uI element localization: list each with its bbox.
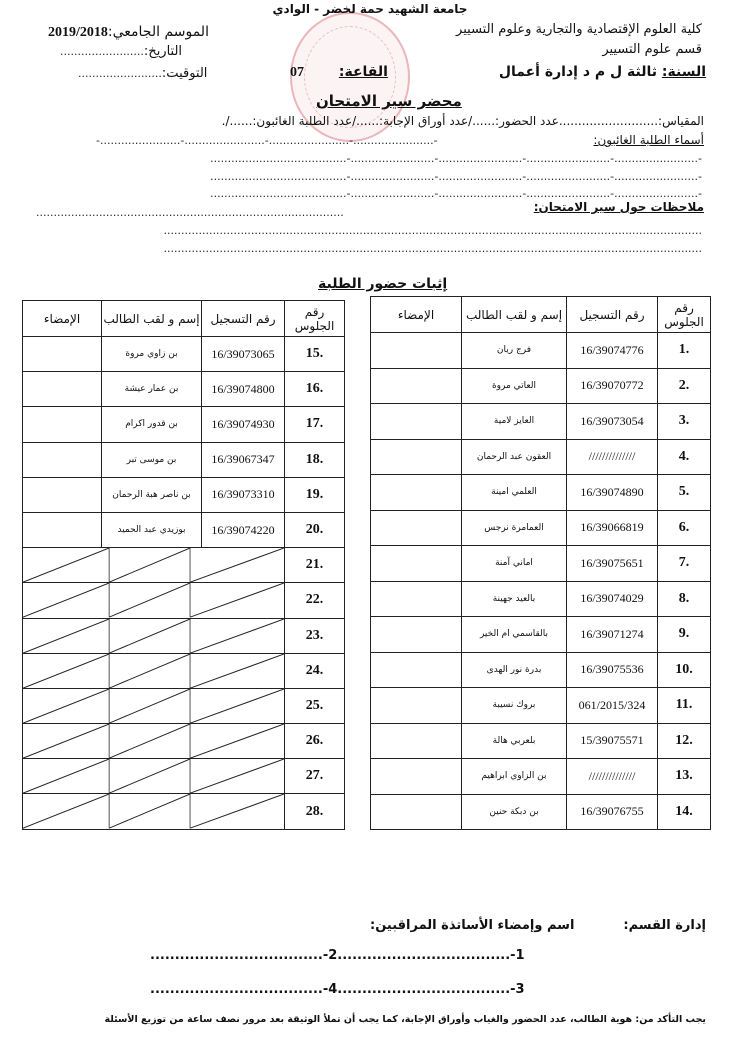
- seat-number: 11.: [658, 688, 711, 724]
- registration-number: 16/39074029: [567, 581, 658, 617]
- student-name: فرج ريان: [462, 333, 567, 369]
- absent-dots-3: -........................-........................-........................-........................-.......................................: [210, 170, 702, 183]
- table-row: [23, 618, 345, 653]
- seat-number: 14.: [658, 794, 711, 830]
- table-row: [23, 477, 345, 512]
- seat-number: 5.: [658, 475, 711, 511]
- crossed-out-cell: [23, 583, 285, 618]
- seat-number: 24.: [285, 653, 345, 688]
- seat-number: 19.: [285, 477, 345, 512]
- table-row: [371, 759, 711, 795]
- registration-number: 16/39075536: [567, 652, 658, 688]
- seat-header: رقم الجلوس: [658, 297, 711, 333]
- registration-number: 16/39074220: [202, 512, 285, 547]
- signature-cell[interactable]: [23, 442, 102, 477]
- signature-cell[interactable]: [371, 368, 462, 404]
- seat-number: 16.: [285, 372, 345, 407]
- registration-number: 16/39075651: [567, 546, 658, 582]
- crossed-out-cell: [23, 653, 285, 688]
- signature-cell[interactable]: [371, 581, 462, 617]
- table-row: [371, 439, 711, 475]
- notes-dots-2: ..........................................................................................................................................................: [163, 224, 702, 237]
- student-name: العمامرة نرجس: [462, 510, 567, 546]
- level-label: السنة:: [661, 64, 706, 80]
- student-name: بالقاسمي ام الخير: [462, 617, 567, 653]
- student-name: بن موسى تبر: [102, 442, 202, 477]
- crossed-out-cell: [23, 688, 285, 723]
- signature-cell[interactable]: [23, 477, 102, 512]
- absent-label: أسماء الطلبة الغائبون:: [593, 133, 704, 147]
- signature-cell[interactable]: [371, 723, 462, 759]
- footer-note: يجب التأكد من: هوية الطالب، عدد الحضور والغياب وأوراق الإجابة، كما يجب أن تملأ الوثيقة بعد مرور نصف ساعة من توزيع الأسئلة: [104, 1014, 706, 1025]
- student-name: بوزيدي عبد الحميد: [102, 512, 202, 547]
- table-row: [23, 337, 345, 372]
- faculty-name: كلية العلوم الإقتصادية والتجارية وعلوم التسيير: [456, 22, 702, 37]
- attendance-title: إثبات حضور الطلبة: [318, 276, 448, 292]
- registration-number: 16/39074776: [567, 333, 658, 369]
- signature-cell[interactable]: [371, 510, 462, 546]
- student-name: بلعربي هالة: [462, 723, 567, 759]
- table-row: [23, 794, 345, 829]
- signature-header: الإمضاء: [371, 297, 462, 333]
- notes-dots-1: ........................................................................................: [36, 206, 344, 219]
- registration-number: 16/39073065: [202, 337, 285, 372]
- student-name: بن ناصر هبة الرحمان: [102, 477, 202, 512]
- student-name: اماني آمنة: [462, 546, 567, 582]
- table-row: [371, 546, 711, 582]
- seat-number: 26.: [285, 724, 345, 759]
- seat-number: 20.: [285, 512, 345, 547]
- student-name: بن دبكة حنين: [462, 794, 567, 830]
- table-row: [371, 510, 711, 546]
- student-name: العقون عبد الرحمان: [462, 439, 567, 475]
- notes-dots-3: ..........................................................................................................................................................: [163, 242, 702, 255]
- crossed-out-cell: [23, 548, 285, 583]
- student-name: العايز لامية: [462, 404, 567, 440]
- proctors-label: اسم وإمضاء الأساتذة المراقبين:: [370, 918, 575, 933]
- proctor-signature-line-2: ...................................-4...................................-3: [150, 982, 525, 997]
- registration-number: 16/39066819: [567, 510, 658, 546]
- time-dots: ........................: [78, 67, 162, 80]
- date-line: [60, 44, 182, 59]
- season-line: [48, 24, 209, 41]
- department-admin-label: إدارة القسم:: [623, 918, 706, 933]
- student-name: بن قدور اكرام: [102, 407, 202, 442]
- signature-cell[interactable]: [23, 337, 102, 372]
- seat-number: 23.: [285, 618, 345, 653]
- seat-header: رقم الجلوس: [285, 301, 345, 337]
- notes-label: ملاحظات حول سير الامتحان:: [533, 200, 704, 214]
- signature-cell[interactable]: [371, 652, 462, 688]
- time-label: التوقيت:: [161, 66, 208, 81]
- table-row: [23, 372, 345, 407]
- seat-number: 2.: [658, 368, 711, 404]
- seat-number: 27.: [285, 759, 345, 794]
- registration-number: 15/39075571: [567, 723, 658, 759]
- signature-header: الإمضاء: [23, 301, 102, 337]
- table-row: [371, 475, 711, 511]
- room-line: [290, 64, 388, 81]
- table-row: [371, 404, 711, 440]
- registration-number: 16/39076755: [567, 794, 658, 830]
- seat-number: 18.: [285, 442, 345, 477]
- absent-dots-2: -........................-........................-........................-........................-.......................................: [210, 152, 702, 165]
- table-row: [23, 583, 345, 618]
- registration-number: //////////////: [567, 759, 658, 795]
- crossed-out-cell: [23, 618, 285, 653]
- table-row: [371, 794, 711, 830]
- signature-cell[interactable]: [371, 475, 462, 511]
- table-row: [23, 724, 345, 759]
- table-row: [23, 548, 345, 583]
- registration-number: 16/39074930: [202, 407, 285, 442]
- seat-number: 4.: [658, 439, 711, 475]
- name-header: إسم و لقب الطالب: [102, 301, 202, 337]
- seat-number: 7.: [658, 546, 711, 582]
- student-name: بالعيد جهينة: [462, 581, 567, 617]
- registration-number: 16/39071274: [567, 617, 658, 653]
- absent-dots-4: -........................-........................-........................-........................-.......................................: [210, 187, 702, 200]
- seat-number: 17.: [285, 407, 345, 442]
- student-name: العلمي امينة: [462, 475, 567, 511]
- registration-number: 16/39073054: [567, 404, 658, 440]
- seat-number: 22.: [285, 583, 345, 618]
- level-line: [499, 64, 706, 80]
- signature-cell[interactable]: [23, 372, 102, 407]
- room-value: 07: [290, 65, 304, 80]
- season-label: الموسم الجامعي:: [107, 24, 209, 40]
- crossed-out-cell: [23, 724, 285, 759]
- attendance-table-left: [22, 300, 345, 830]
- registration-number: 061/2015/324: [567, 688, 658, 724]
- table-row: [371, 368, 711, 404]
- registration-number: 16/39074890: [567, 475, 658, 511]
- level-value: ثالثة ل م د إدارة أعمال: [498, 64, 658, 80]
- student-name: العاتي مروة: [462, 368, 567, 404]
- table-row: [371, 617, 711, 653]
- seat-number: 13.: [658, 759, 711, 795]
- signature-cell[interactable]: [371, 759, 462, 795]
- seat-number: 25.: [285, 688, 345, 723]
- seat-number: 28.: [285, 794, 345, 829]
- seat-number: 15.: [285, 337, 345, 372]
- time-line: [78, 66, 207, 81]
- seat-number: 12.: [658, 723, 711, 759]
- registration-header: رقم التسجيل: [202, 301, 285, 337]
- signature-cell[interactable]: [371, 794, 462, 830]
- attendance-table-right: [370, 296, 711, 830]
- table-row: [23, 442, 345, 477]
- table-row: [23, 688, 345, 723]
- table-row: [23, 759, 345, 794]
- seat-number: 6.: [658, 510, 711, 546]
- report-title: محضر سير الامتحان: [316, 92, 462, 110]
- seat-number: 10.: [658, 652, 711, 688]
- registration-number: 16/39070772: [567, 368, 658, 404]
- department-name: قسم علوم التسيير: [602, 42, 702, 57]
- signature-cell[interactable]: [23, 407, 102, 442]
- seat-number: 21.: [285, 548, 345, 583]
- signature-cell[interactable]: [371, 439, 462, 475]
- seat-number: 3.: [658, 404, 711, 440]
- signature-cell[interactable]: [371, 688, 462, 724]
- registration-number: 16/39067347: [202, 442, 285, 477]
- student-name: بدرة نور الهدى: [462, 652, 567, 688]
- proctor-signature-line-1: ...................................-2...................................-1: [150, 948, 525, 963]
- season-value: 2019/2018: [48, 25, 108, 40]
- seat-number: 9.: [658, 617, 711, 653]
- registration-header: رقم التسجيل: [567, 297, 658, 333]
- student-name: بروك نسيبة: [462, 688, 567, 724]
- name-header: إسم و لقب الطالب: [462, 297, 567, 333]
- table-row: [371, 723, 711, 759]
- table-row: [23, 653, 345, 688]
- registration-number: 16/39074800: [202, 372, 285, 407]
- signature-cell[interactable]: [371, 333, 462, 369]
- registration-number: 16/39073310: [202, 477, 285, 512]
- registration-number: //////////////: [567, 439, 658, 475]
- table-row: [371, 581, 711, 617]
- date-label: التاريخ:: [143, 44, 183, 59]
- student-name: بن الزاوي ابراهيم: [462, 759, 567, 795]
- table-row: [371, 333, 711, 369]
- room-label: القاعة:: [338, 64, 388, 80]
- student-name: بن عمار عيشة: [102, 372, 202, 407]
- university-name: جامعة الشهيد حمة لخضر - الوادي: [272, 2, 468, 16]
- measure-line: المقياس:..........................عدد الحضور:....../عدد أوراق الإجابة:....../عدد الطلبة الغائبون:....../.: [221, 114, 704, 128]
- table-row: [23, 512, 345, 547]
- crossed-out-cell: [23, 794, 285, 829]
- student-name: بن زاوي مروة: [102, 337, 202, 372]
- signature-cell[interactable]: [371, 546, 462, 582]
- seat-number: 1.: [658, 333, 711, 369]
- table-row: [23, 407, 345, 442]
- crossed-out-cell: [23, 759, 285, 794]
- seat-number: 8.: [658, 581, 711, 617]
- signature-cell[interactable]: [371, 617, 462, 653]
- signature-cell[interactable]: [23, 512, 102, 547]
- signature-cell[interactable]: [371, 404, 462, 440]
- table-row: [371, 652, 711, 688]
- date-dots: ........................: [60, 45, 144, 58]
- absent-dots-1: -.......................-.......................-.......................-.......................-: [96, 134, 438, 147]
- table-row: [371, 688, 711, 724]
